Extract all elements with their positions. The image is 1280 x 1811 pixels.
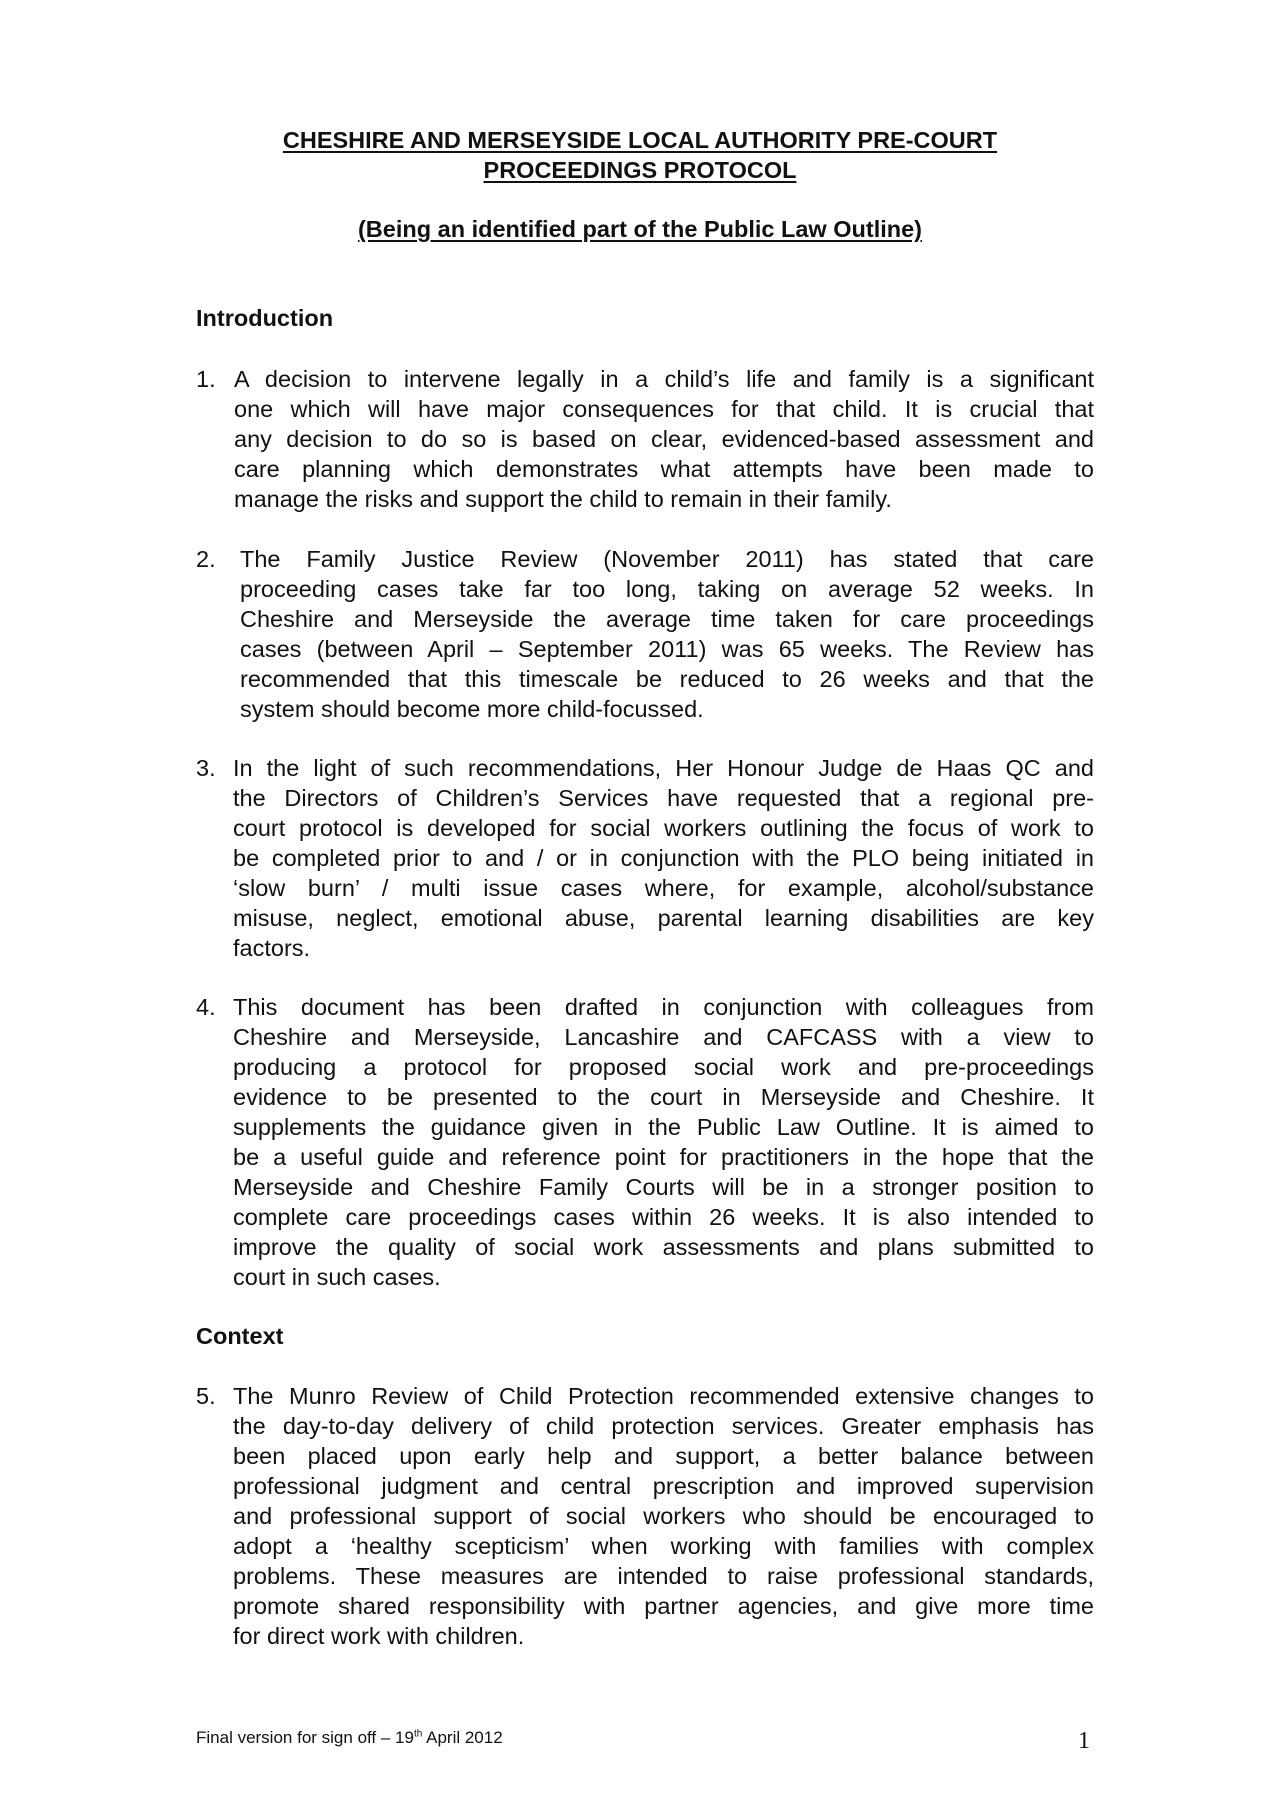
text-line: supplements the guidance given in the Public Law Outline. It is aimed to bbox=[233, 1114, 1094, 1140]
text-line: be a useful guide and reference point for practitioners in the hope that the bbox=[233, 1144, 1094, 1170]
paragraph-text bbox=[233, 753, 1094, 963]
text-line: court protocol is developed for social workers outlining the focus of work to bbox=[233, 815, 1094, 841]
text-line: promote shared responsibility with partner agencies, and give more time bbox=[233, 1593, 1094, 1619]
text-line: professional judgment and central prescription and improved supervision bbox=[233, 1473, 1094, 1499]
text-line: The Family Justice Review (November 2011) has stated that care bbox=[240, 546, 1094, 572]
text-line: complete care proceedings cases within 26 weeks. It is also intended to bbox=[233, 1204, 1094, 1230]
paragraph-number: 2. bbox=[196, 546, 216, 572]
footer-text: Final version for sign off – 19 bbox=[196, 1728, 414, 1747]
paragraph-number: 1. bbox=[196, 366, 216, 392]
paragraph-number: 5. bbox=[196, 1383, 216, 1409]
text-line: adopt a ‘healthy scepticism’ when working with families with complex bbox=[233, 1533, 1094, 1559]
footer-date: April 2012 bbox=[422, 1728, 503, 1747]
text-line: Cheshire and Merseyside the average time taken for care proceedings bbox=[240, 606, 1094, 632]
heading-introduction: Introduction bbox=[196, 305, 334, 331]
title-line-2: PROCEEDINGS PROTOCOL bbox=[483, 157, 797, 183]
footer-superscript: th bbox=[413, 1728, 423, 1740]
text-line: any decision to do so is based on clear, evidenced-based assessment and bbox=[234, 426, 1094, 452]
paragraph-text bbox=[233, 1381, 1094, 1651]
text-line: system should become more child-focussed. bbox=[240, 696, 704, 722]
text-line: been placed upon early help and support, a better balance between bbox=[233, 1443, 1094, 1469]
text-line: problems. These measures are intended to raise professional standards, bbox=[233, 1563, 1094, 1589]
text-line: Cheshire and Merseyside, Lancashire and CAFCASS with a view to bbox=[233, 1024, 1094, 1050]
text-line: In the light of such recommendations, Her Honour Judge de Haas QC and bbox=[233, 755, 1094, 781]
text-line: manage the risks and support the child to remain in their family. bbox=[234, 486, 892, 512]
text-line: the day-to-day delivery of child protection services. Greater emphasis has bbox=[233, 1413, 1094, 1439]
text-line: A decision to intervene legally in a child’s life and family is a significant bbox=[234, 366, 1094, 392]
heading-context: Context bbox=[196, 1323, 284, 1349]
text-line: producing a protocol for proposed social work and pre-proceedings bbox=[233, 1054, 1094, 1080]
page-number: 1 bbox=[1078, 1728, 1090, 1754]
text-line: court in such cases. bbox=[233, 1264, 441, 1290]
text-line: care planning which demonstrates what attempts have been made to bbox=[234, 456, 1094, 482]
paragraph-text bbox=[233, 992, 1094, 1292]
text-line: be completed prior to and / or in conjunction with the PLO being initiated in bbox=[233, 845, 1094, 871]
footer-version-note bbox=[196, 1728, 503, 1748]
paragraph-text bbox=[234, 364, 1094, 514]
text-line: evidence to be presented to the court in Merseyside and Cheshire. It bbox=[233, 1084, 1094, 1110]
text-line: improve the quality of social work assessments and plans submitted to bbox=[233, 1234, 1094, 1260]
text-line: misuse, neglect, emotional abuse, parental learning disabilities are key bbox=[233, 905, 1094, 931]
text-line: factors. bbox=[233, 935, 311, 961]
text-line: recommended that this timescale be reduced to 26 weeks and that the bbox=[240, 666, 1094, 692]
paragraph-number: 3. bbox=[196, 755, 216, 781]
text-line: the Directors of Children’s Services have requested that a regional pre- bbox=[233, 785, 1094, 811]
text-line: one which will have major consequences for that child. It is crucial that bbox=[234, 396, 1094, 422]
text-line: ‘slow burn’ / multi issue cases where, for example, alcohol/substance bbox=[233, 875, 1094, 901]
text-line: for direct work with children. bbox=[233, 1623, 525, 1649]
title-line-1: CHESHIRE AND MERSEYSIDE LOCAL AUTHORITY PRE-COURT bbox=[282, 127, 998, 153]
text-line: cases (between April – September 2011) was 65 weeks. The Review has bbox=[240, 636, 1094, 662]
text-line: proceeding cases take far too long, taking on average 52 weeks. In bbox=[240, 576, 1094, 602]
text-line: The Munro Review of Child Protection recommended extensive changes to bbox=[233, 1383, 1094, 1409]
text-line: Merseyside and Cheshire Family Courts will be in a stronger position to bbox=[233, 1174, 1094, 1200]
text-line: This document has been drafted in conjunction with colleagues from bbox=[233, 994, 1094, 1020]
paragraph-number: 4. bbox=[196, 994, 216, 1020]
text-line: and professional support of social workers who should be encouraged to bbox=[233, 1503, 1094, 1529]
document-subtitle: (Being an identified part of the Public Law Outline) bbox=[357, 216, 922, 242]
paragraph-text bbox=[240, 544, 1094, 724]
document-title bbox=[0, 125, 1280, 185]
